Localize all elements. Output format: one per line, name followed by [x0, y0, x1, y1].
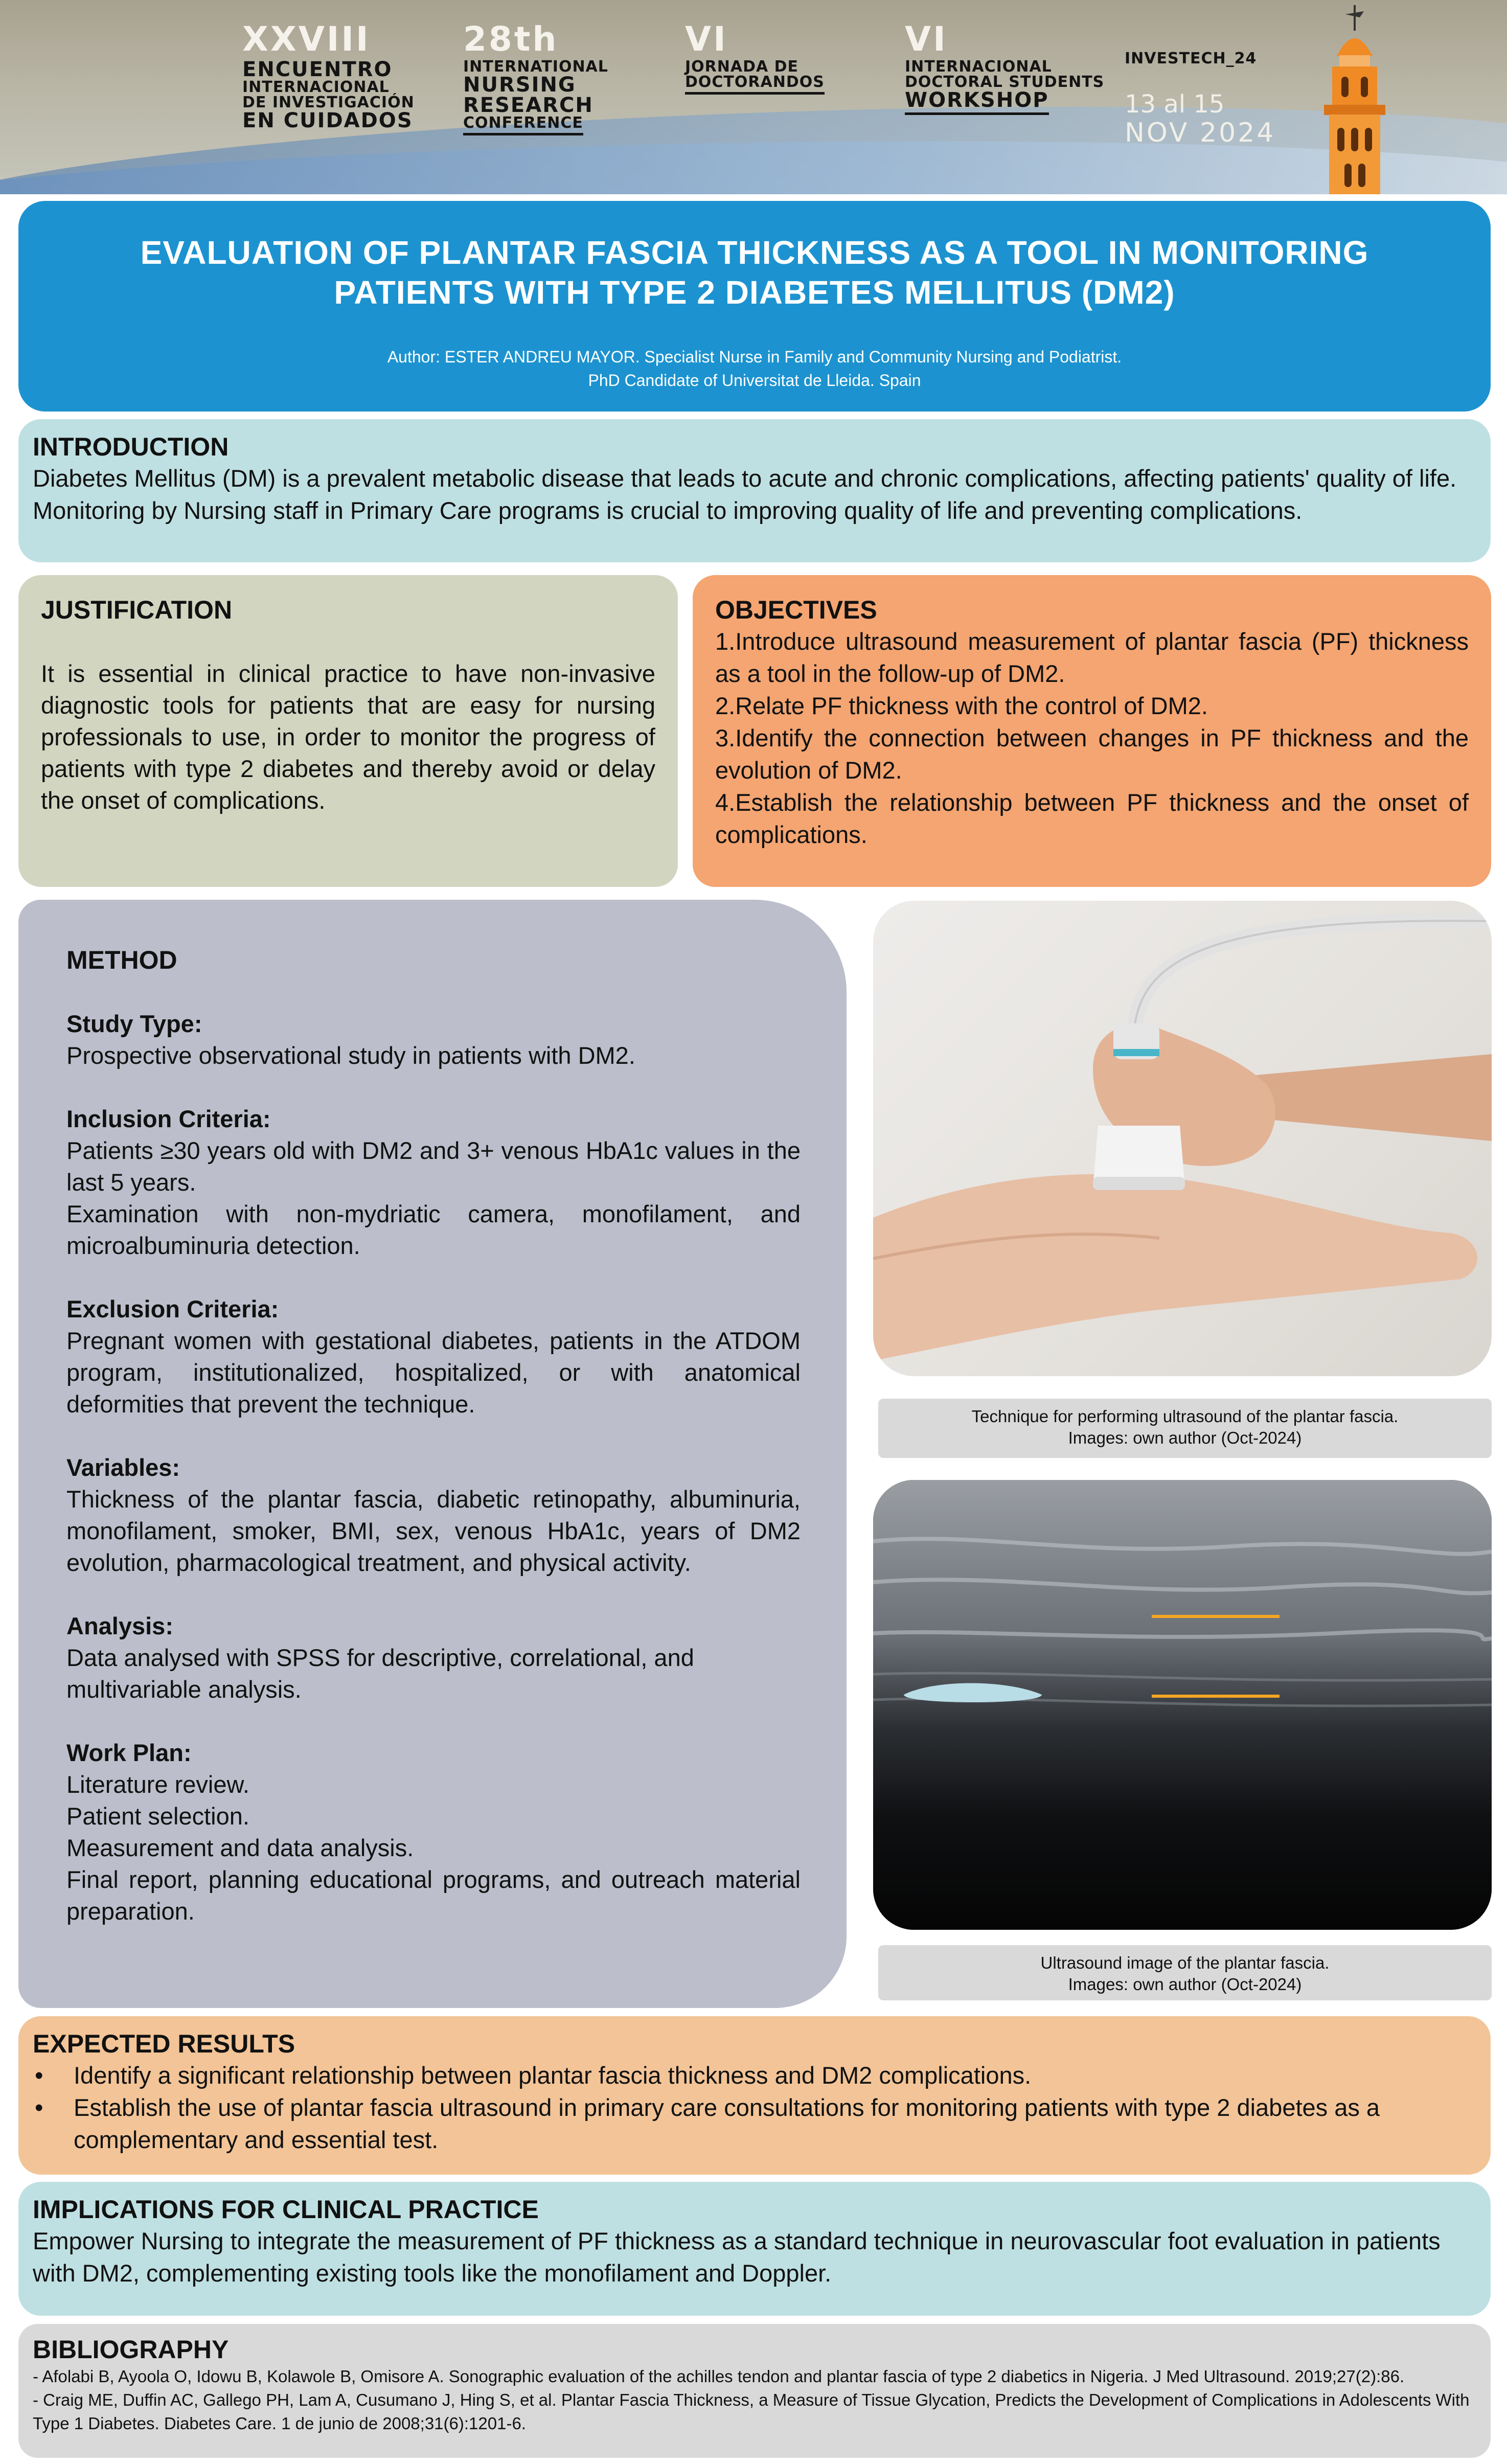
implications-text: Empower Nursing to integrate the measurement of PF thickness as a standard technique in neurovascular foot evaluation in patients with DM2, complementing existing tools like the monofilament and Doppler.	[33, 2227, 1441, 2287]
event-date: 13 al 15 NOV 2024	[1125, 90, 1276, 148]
justification-section	[18, 575, 678, 887]
objective-item: 1.Introduce ultrasound measurement of plantar fascia (PF) thickness as a tool in the follow-up of DM2.	[715, 628, 1469, 687]
bibliography-item: - Afolabi B, Ayoola O, Idowu B, Kolawole B, Omisore A. Sonographic evaluation of the achilles tendon and plantar fascia of type 2 diabetics in Nigeria. J Med Ultrasound. 2019;27(2):86.	[33, 2367, 1405, 2386]
poster-title: EVALUATION OF PLANTAR FASCIA THICKNESS AS A TOOL IN MONITORING PATIENTS WITH TYPE 2 DIABETES MELLITUS (DM2)	[140, 234, 1369, 311]
banner-block-encuentro: XXVIII ENCUENTRO INTERNACIONAL DE INVESTIGACIÓN EN CUIDADOS	[242, 19, 415, 132]
expected-result-item: • Establish the use of plantar fascia ultrasound in primary care consultations for monitoring patients with type 2 diabetes as a complementary and essential test.	[33, 2091, 1476, 2156]
method-variables: Variables: Thickness of the plantar fascia, diabetic retinopathy, albuminuria, monofilament, smoker, BMI, sex, venous HbA1c, years of DM2 evolution, pharmacological treatment, and physical activity.	[66, 1454, 801, 1576]
figure-caption-2: Ultrasound image of the plantar fascia. Images: own author (Oct-2024)	[878, 1945, 1492, 2000]
bibliography-item: - Craig ME, Duffin AC, Gallego PH, Lam A, Cusumano J, Hing S, et al. Plantar Fascia Thickness, a Measure of Tissue Glycation, Predicts the Development of Complications in Adolescents With Type 1 Diabetes. Diabetes Care. 1 de junio de 2008;31(6):1201-6.	[33, 2390, 1470, 2433]
conference-banner	[0, 0, 1507, 194]
introduction-heading: INTRODUCTION	[33, 432, 229, 461]
objective-item: 2.Relate PF thickness with the control of DM2.	[715, 692, 1208, 719]
objectives-section	[693, 575, 1491, 887]
tower-icon	[1288, 0, 1421, 194]
banner-block-jornada: VI JORNADA DE DOCTORANDOS	[685, 22, 825, 95]
method-analysis: Analysis: Data analysed with SPSS for descriptive, correlational, and multivariable analysis.	[66, 1612, 694, 1703]
plantar-fascia-ultrasound-image	[873, 1480, 1492, 1930]
objective-item: 3.Identify the connection between changes in PF thickness and the evolution of DM2.	[715, 724, 1469, 784]
expected-results-list	[33, 2059, 1476, 2156]
bibliography-section	[18, 2324, 1491, 2458]
expected-result-item: • Identify a significant relationship between plantar fascia thickness and DM2 complications.	[33, 2059, 1476, 2091]
poster-title-box	[18, 201, 1491, 412]
method-study-type: Study Type: Prospective observational study in patients with DM2.	[66, 1010, 635, 1069]
method-exclusion-criteria: Exclusion Criteria: Pregnant women with gestational diabetes, patients in the ATDOM program, institutionalized, hospitalized, or with anatomical deformities that prevent the technique.	[66, 1295, 801, 1418]
ultrasound-technique-photo	[873, 901, 1492, 1376]
objective-item: 4.Establish the relationship between PF thickness and the onset of complications.	[715, 789, 1469, 848]
method-work-plan: Work Plan: Literature review. Patient selection. Measurement and data analysis. Final report, planning educational programs, and outreach material preparation.	[66, 1739, 801, 1925]
banner-block-nursing-conference: 28th INTERNATIONAL NURSING RESEARCH CONFERENCE	[463, 22, 608, 135]
method-inclusion-criteria: Inclusion Criteria: Patients ≥30 years old with DM2 and 3+ venous HbA1c values in the last 5 years. Examination with non-mydriatic camera, monofilament, and microalbuminuria detection.	[66, 1105, 801, 1259]
objectives-heading: OBJECTIVES	[715, 596, 877, 624]
justification-heading: JUSTIFICATION	[41, 596, 233, 624]
banner-block-investech: INVESTECH_24	[1125, 50, 1257, 67]
bibliography-heading: BIBLIOGRAPHY	[33, 2335, 229, 2364]
banner-block-workshop: VI INTERNACIONAL DOCTORAL STUDENTS WORKSHOP	[905, 22, 1104, 115]
method-heading: METHOD	[66, 946, 177, 974]
introduction-text: Diabetes Mellitus (DM) is a prevalent metabolic disease that leads to acute and chronic complications, affecting patients' quality of life. Monitoring by Nursing staff in Primary Care programs is crucial to improving quality of life and preventing complications.	[33, 465, 1457, 524]
justification-text: It is essential in clinical practice to have non-invasive diagnostic tools for patients that are easy for nursing professionals to use, in order to monitor the progress of patients with type 2 diabetes and thereby avoid or delay the onset of complications.	[41, 660, 655, 814]
objectives-list	[715, 625, 1469, 851]
expected-results-section	[18, 2016, 1491, 2175]
implications-heading: IMPLICATIONS FOR CLINICAL PRACTICE	[33, 2195, 539, 2224]
expected-results-heading: EXPECTED RESULTS	[33, 2029, 295, 2058]
introduction-section	[18, 419, 1491, 562]
figure-caption-1: Technique for performing ultrasound of the plantar fascia. Images: own author (Oct-2024)	[878, 1399, 1492, 1458]
method-section	[18, 900, 847, 2008]
author-info: Author: ESTER ANDREU MAYOR. Specialist Nurse in Family and Community Nursing and Podiatrist. PhD Candidate of Universitat de Lleida. Spain	[387, 348, 1122, 390]
implications-section	[18, 2182, 1491, 2316]
